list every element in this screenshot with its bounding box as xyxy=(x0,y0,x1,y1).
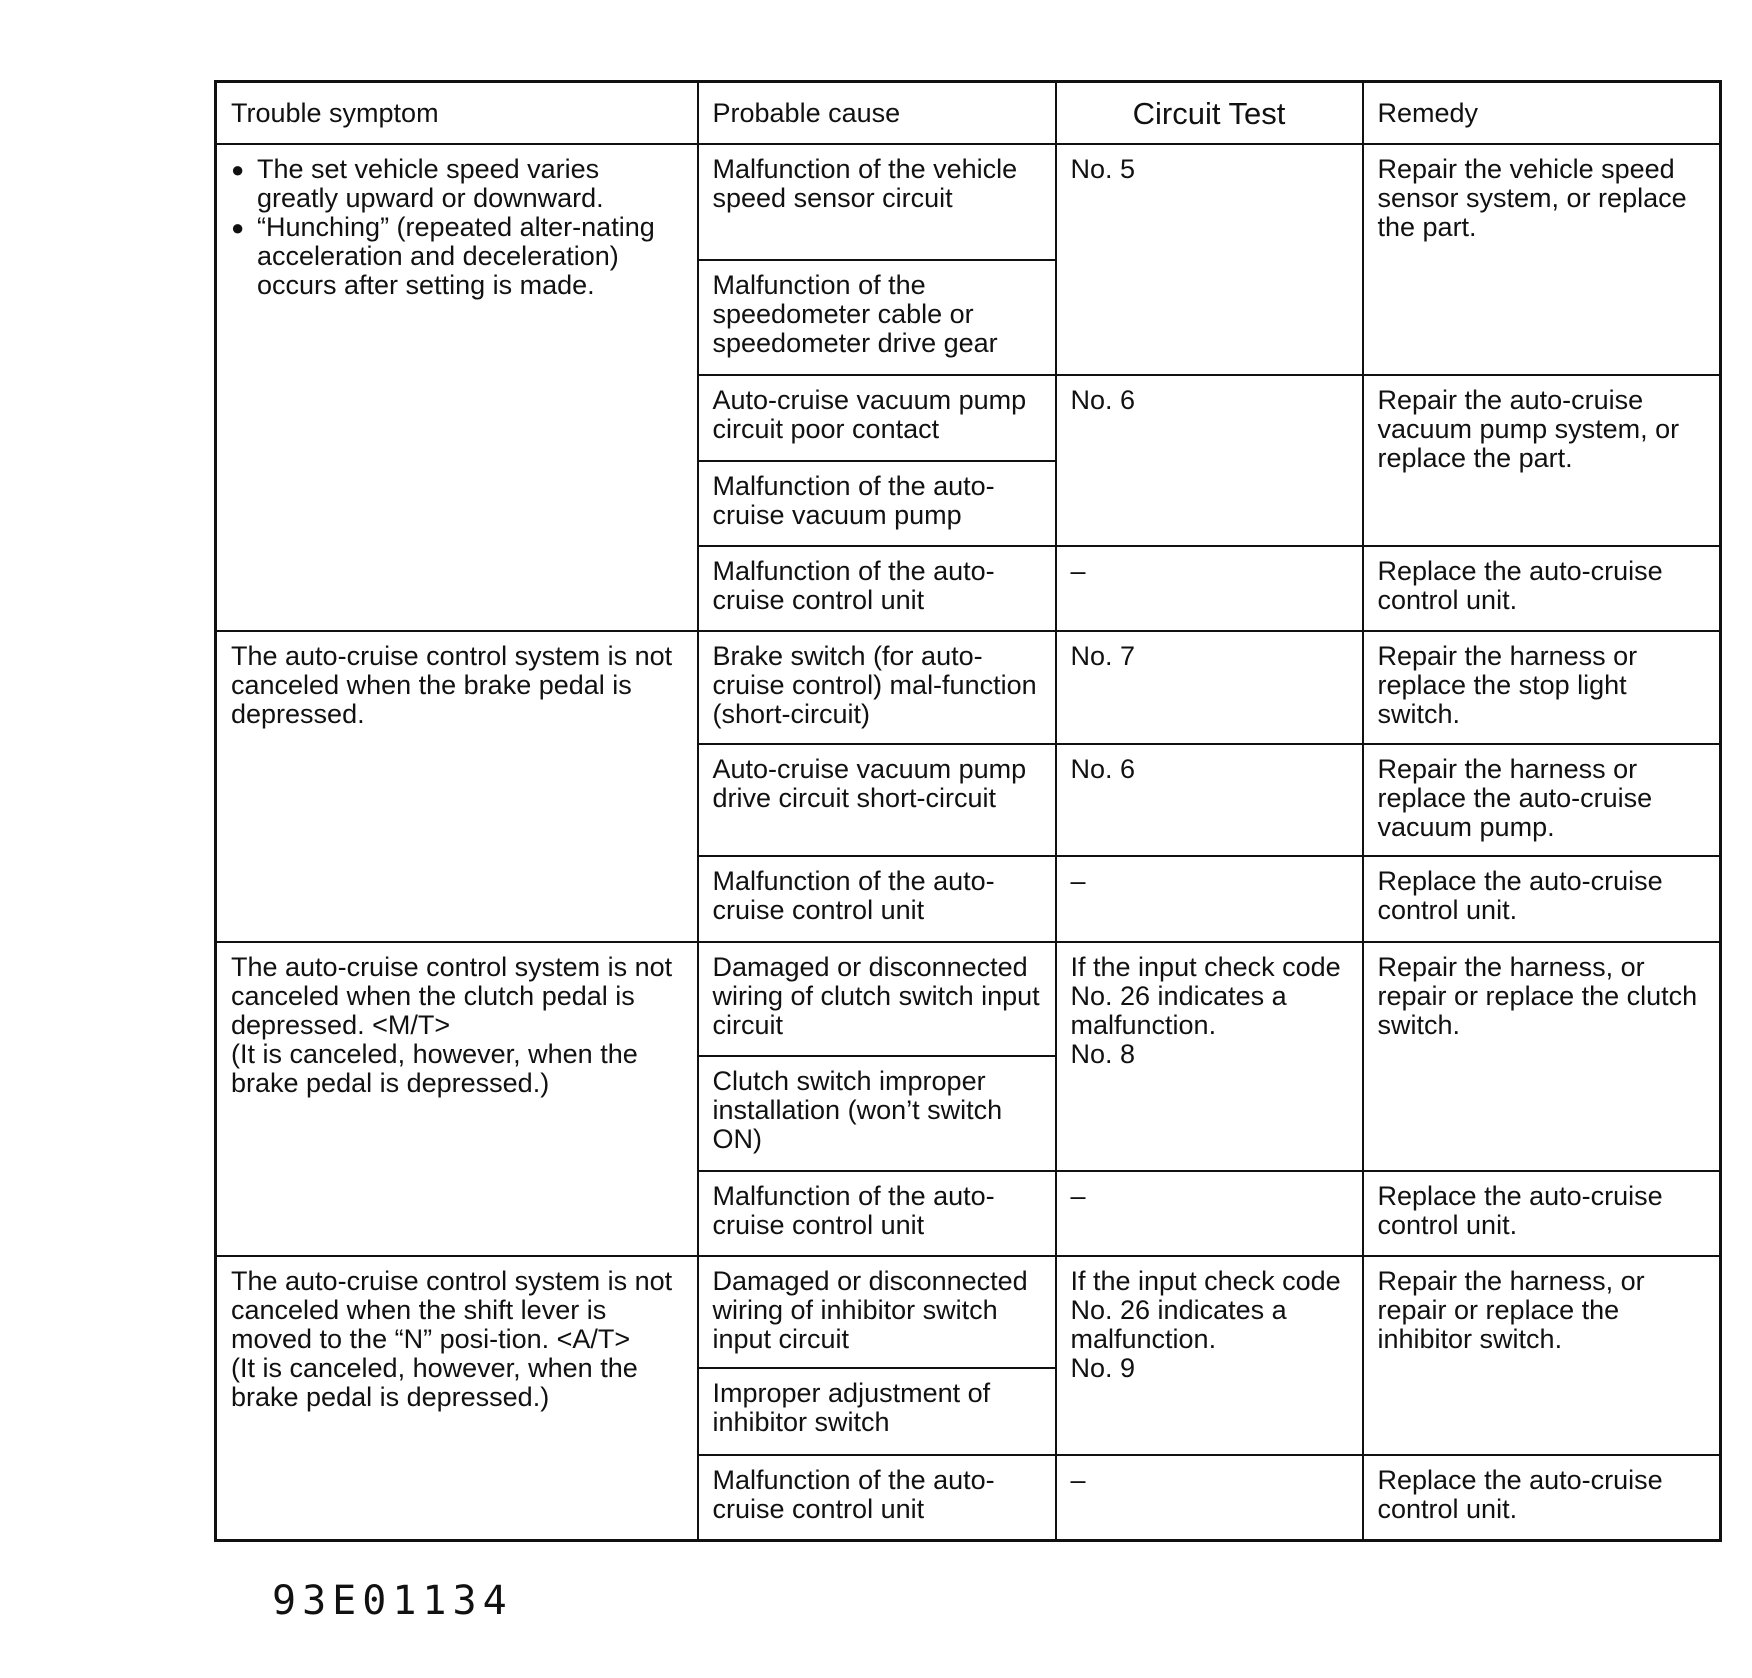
cause-cell: Malfunction of the auto-cruise control unit xyxy=(698,546,1056,631)
table-row xyxy=(216,631,1721,744)
circuit-test-cell: No. 7 xyxy=(1056,631,1363,744)
cause-cell: Malfunction of the auto-cruise control unit xyxy=(698,1171,1056,1256)
remedy-cell: Replace the auto-cruise control unit. xyxy=(1363,546,1721,631)
symptom-bullet: ● The set vehicle speed varies greatly upward or downward. xyxy=(231,155,683,213)
circuit-test-cell: No. 6 xyxy=(1056,744,1363,857)
header-trouble-symptom: Trouble symptom xyxy=(216,82,698,145)
circuit-test-cell: – xyxy=(1056,546,1363,631)
remedy-cell: Repair the harness, or repair or replace the clutch switch. xyxy=(1363,942,1721,1171)
remedy-cell: Repair the harness or replace the stop light switch. xyxy=(1363,631,1721,744)
remedy-cell: Repair the auto-cruise vacuum pump system, or replace the part. xyxy=(1363,375,1721,546)
symptom-cell: The auto-cruise control system is not canceled when the shift lever is moved to the “N” posi-tion. <A/T> (It is canceled, however, when the brake pedal is depressed.) xyxy=(216,1256,698,1540)
circuit-test-cell: No. 5 xyxy=(1056,144,1363,375)
cause-cell: Brake switch (for auto-cruise control) mal-function (short-circuit) xyxy=(698,631,1056,744)
table-row xyxy=(216,144,1721,260)
header-row xyxy=(216,82,1721,145)
circuit-test-cell: No. 6 xyxy=(1056,375,1363,546)
remedy-cell: Replace the auto-cruise control unit. xyxy=(1363,856,1721,941)
figure-code: 93E01134 xyxy=(272,1578,513,1624)
cause-cell: Malfunction of the speedometer cable or speedometer drive gear xyxy=(698,260,1056,376)
cause-cell: Improper adjustment of inhibitor switch xyxy=(698,1368,1056,1455)
table-row xyxy=(216,1256,1721,1367)
cause-cell: Malfunction of the auto-cruise control unit xyxy=(698,1455,1056,1541)
cause-cell: Damaged or disconnected wiring of clutch switch input circuit xyxy=(698,942,1056,1057)
table-row xyxy=(216,942,1721,1057)
header-remedy: Remedy xyxy=(1363,82,1721,145)
symptom-bullet-list xyxy=(231,155,683,300)
cause-cell: Auto-cruise vacuum pump drive circuit short-circuit xyxy=(698,744,1056,857)
cause-cell: Malfunction of the auto-cruise vacuum pump xyxy=(698,461,1056,546)
remedy-cell: Replace the auto-cruise control unit. xyxy=(1363,1171,1721,1256)
circuit-test-cell: If the input check code No. 26 indicates a malfunction. No. 9 xyxy=(1056,1256,1363,1455)
circuit-test-cell: – xyxy=(1056,856,1363,941)
symptom-cell xyxy=(216,144,698,631)
symptom-bullet: ● “Hunching” (repeated alter-nating acceleration and deceleration) occurs after setting is made. xyxy=(231,213,683,300)
remedy-cell: Repair the vehicle speed sensor system, or replace the part. xyxy=(1363,144,1721,375)
header-probable-cause: Probable cause xyxy=(698,82,1056,145)
cause-cell: Damaged or disconnected wiring of inhibitor switch input circuit xyxy=(698,1256,1056,1367)
header-circuit-test: Circuit Test xyxy=(1056,82,1363,145)
cause-cell: Malfunction of the vehicle speed sensor circuit xyxy=(698,144,1056,260)
circuit-test-cell: – xyxy=(1056,1171,1363,1256)
troubleshooting-table xyxy=(214,80,1722,1542)
circuit-test-cell: – xyxy=(1056,1455,1363,1541)
troubleshooting-table-container xyxy=(214,80,1719,1542)
circuit-test-cell: If the input check code No. 26 indicates a malfunction. No. 8 xyxy=(1056,942,1363,1171)
remedy-cell: Repair the harness or replace the auto-cruise vacuum pump. xyxy=(1363,744,1721,857)
cause-cell: Malfunction of the auto-cruise control unit xyxy=(698,856,1056,941)
remedy-cell: Repair the harness, or repair or replace the inhibitor switch. xyxy=(1363,1256,1721,1455)
symptom-cell: The auto-cruise control system is not canceled when the brake pedal is depressed. xyxy=(216,631,698,941)
remedy-cell: Replace the auto-cruise control unit. xyxy=(1363,1455,1721,1541)
cause-cell: Clutch switch improper installation (won’t switch ON) xyxy=(698,1056,1056,1171)
cause-cell: Auto-cruise vacuum pump circuit poor contact xyxy=(698,375,1056,460)
symptom-cell: The auto-cruise control system is not canceled when the clutch pedal is depressed. <M/T> (It is canceled, however, when the brake pedal is depressed.) xyxy=(216,942,698,1256)
